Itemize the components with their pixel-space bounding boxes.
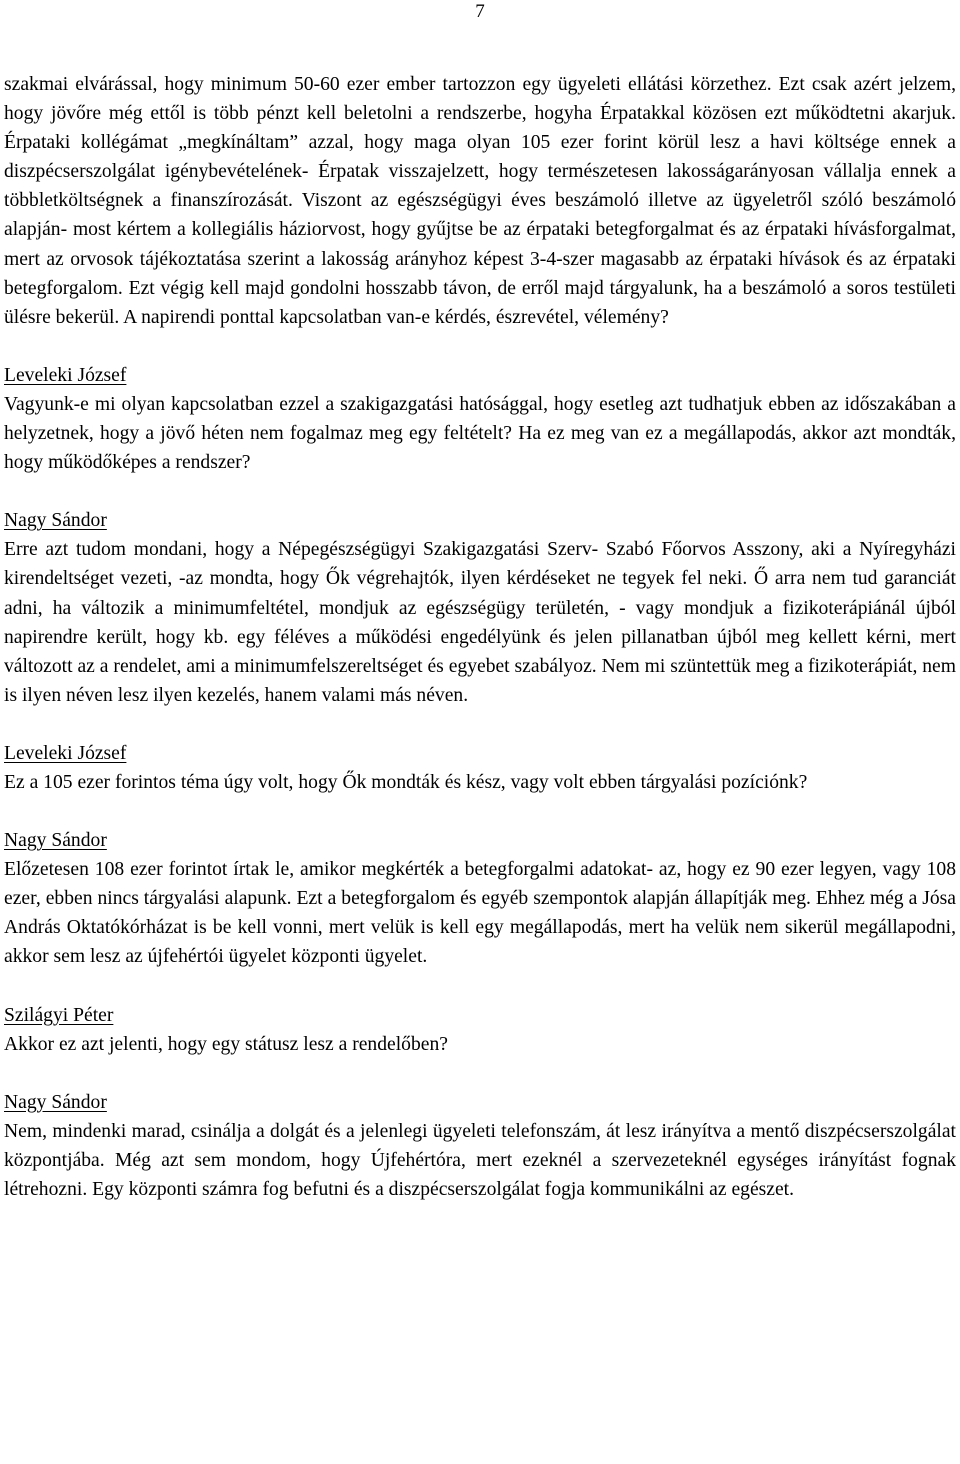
speaker-name: Nagy Sándor [4, 830, 107, 852]
speaker-name: Leveleki József [4, 364, 127, 386]
speaker-name: Nagy Sándor [4, 1091, 107, 1113]
speaker-name: Nagy Sándor [4, 510, 107, 532]
speaker-text: Erre azt tudom mondani, hogy a Népegészségügyi Szakigazgatási Szerv- Szabó Főorvos Asszony, aki a Nyíregyházi kirendeltséget vezeti, -az mondta, hogy Ők végrehajtók, ilyen kérdéseket ne tegyek fel neki. Ő arra nem tud garanciát adni, ha változik a minimumfeltétel, mondjuk az egészségügy területén, - vagy mondjuk a fizikoterápiánál újból napirendre került, hogy kb. egy féléves a működési engedélyünk és jelen pillanatban újból meg kellett kérni, mert változott az a rendelet, ami a minimumfelszereltséget és egyebet szabályoz. Nem mi szüntettük meg a fizikoterápiát, nem is ilyen néven lesz ilyen kezelés, hanem valami más néven. [4, 539, 956, 706]
dialogue-entry-leveleki-2 [4, 739, 956, 797]
speaker-name: Szilágyi Péter [4, 1004, 114, 1026]
page-number: 7 [475, 1, 485, 22]
document-body [4, 70, 956, 1204]
opening-paragraph: szakmai elvárással, hogy minimum 50-60 ezer ember tartozzon egy ügyeleti ellátási körzethez. Ezt csak azért jelzem, hogy jövőre még ettől is több pénzt kell beletolni a rendszerbe, hogyha Érpatakkal közösen ezt működtetni akarjuk. Érpataki kollégámat „megkínáltam” azzal, hogy maga olyan 105 ezer forint körül lesz a havi költsége ennek a diszpécserszolgálat igénybevételének- Érpatak visszajelzett, hogy természetesen lakosságarányosan vállalja ennek a többletköltségnek a finanszírozását. Viszont az egészségügyi éves beszámoló illetve az ügyeletről szóló beszámoló alapján- most kértem a kollegiális háziorvost, hogy gyűjtse be az érpataki betegforgalmat és az érpataki hívásforgalmat, mert az orvosok tájékoztatása szerint a lakosság arányhoz képest 3-4-szer magasabb az érpataki hívások és az érpataki betegforgalom. Ezt végig kell majd gondolni hosszabb távon, de erről majd tárgyalunk, ha a beszámoló a soros testületi ülésre bekerül. A napirendi ponttal kapcsolatban van-e kérdés, észrevétel, vélemény? [4, 74, 956, 328]
dialogue-entry-szilagyi-1 [4, 1001, 956, 1059]
dialogue-entry-nagy-2 [4, 826, 956, 971]
speaker-text: Vagyunk-e mi olyan kapcsolatban ezzel a szakigazgatási hatósággal, hogy esetleg azt tudhatjuk ebben az időszakában a helyzetnek, hogy a jövő héten nem fogalmaz meg egy feltételt? Ha ez meg van ez a megállapodás, akkor azt mondták, hogy működőképes a rendszer? [4, 393, 956, 474]
speaker-text: Nem, mindenki marad, csinálja a dolgát és a jelenlegi ügyeleti telefonszám, át lesz irányítva a mentő diszpécserszolgálat központjába. Még azt sem mondom, hogy Újfehértóra, mert ezeknél a szervezeteknél egységes irányítást fognak létrehozni. Egy központi számra fog befutni és a diszpécserszolgálat fogja kommunikálni az egészet. [4, 1120, 956, 1200]
dialogue-entry-nagy-1 [4, 506, 956, 710]
speaker-name: Leveleki József [4, 742, 127, 764]
speaker-text: Akkor ez azt jelenti, hogy egy státusz lesz a rendelőben? [4, 1033, 448, 1055]
dialogue-entry-nagy-3 [4, 1088, 956, 1204]
speaker-text: Ez a 105 ezer forintos téma úgy volt, hogy Ők mondták és kész, vagy volt ebben tárgyalási pozíciónk? [4, 771, 808, 793]
speaker-text: Előzetesen 108 ezer forintot írtak le, amikor megkérték a betegforgalmi adatokat- az, hogy ez 90 ezer legyen, vagy 108 ezer, ebben nincs tárgyalási alapunk. Ezt a betegforgalom és egyéb szempontok alapján állapítják meg. Ehhez még a Jósa András Oktatókórházat is be kell vonni, mert velük is kell egy megállapodás, mert ha velük nem sikerül megállapodni, akkor sem lesz az újfehértói ügyelet központi ügyelet. [4, 859, 956, 968]
dialogue-entry-leveleki-1 [4, 361, 956, 477]
